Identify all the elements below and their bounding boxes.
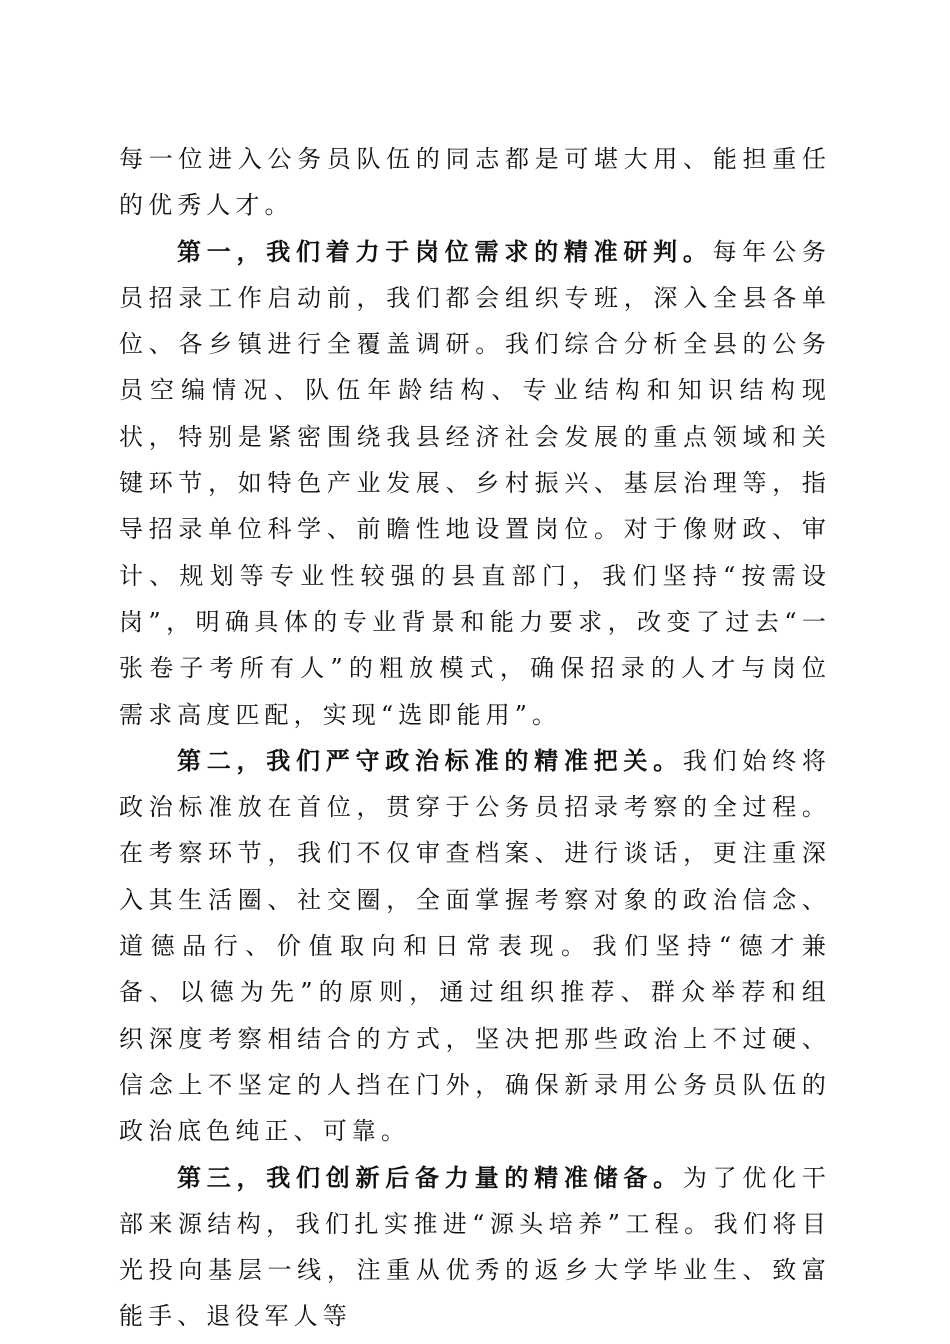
paragraph-text: 每年公务员招录工作启动前，我们都会组织专班，深入全县各单位、各乡镇进行全覆盖调研。我们综合分析全县的公务员空编情况、队伍年龄结构、专业结构和知识结构现状，特别是紧密围绕我县经济社会发展的重点领域和关键环节，如特色产业发展、乡村振兴、基层治理等，指导招录单位科学、前瞻性地设置岗位。对于像财政、审计、规划等专业性较强的县直部门，我们坚持“按需设岗”，明确具体的专业背景和能力要求，改变了过去“一张卷子考所有人”的粗放模式，确保招录的人才与岗位需求高度匹配，实现“选即能用”。 [119,237,831,729]
paragraph-text: 为了优化干部来源结构，我们扎实推进“源头培养”工程。我们将目光投向基层一线，注重从优秀的返乡大学毕业生、致富能手、退役军人等 [119,1163,832,1331]
paragraph-lead: 第三，我们创新后备力量的精准储备。 [177,1162,683,1192]
paragraph-first-point [119,229,831,738]
paragraph-continuation [119,136,831,229]
document-body [119,136,831,1340]
paragraph-lead: 第一，我们着力于岗位需求的精准研判。 [177,236,713,266]
paragraph-text: 每一位进入公务员队伍的同志都是可堪大用、能担重任的优秀人才。 [119,145,831,220]
paragraph-text: 我们始终将政治标准放在首位，贯穿于公务员招录考察的全过程。在考察环节，我们不仅审查档案、进行谈话，更注重深入其生活圈、社交圈，全面掌握考察对象的政治信念、道德品行、价值取向和日常表现。我们坚持“德才兼备、以德为先”的原则，通过组织推荐、群众举荐和组织深度考察相结合的方式，坚决把那些政治上不过硬、信念上不坚定的人挡在门外，确保新录用公务员队伍的政治底色纯正、可靠。 [119,746,832,1146]
paragraph-lead: 第二，我们严守政治标准的精准把关。 [177,745,683,775]
paragraph-second-point [119,738,831,1155]
paragraph-third-point [119,1155,831,1340]
